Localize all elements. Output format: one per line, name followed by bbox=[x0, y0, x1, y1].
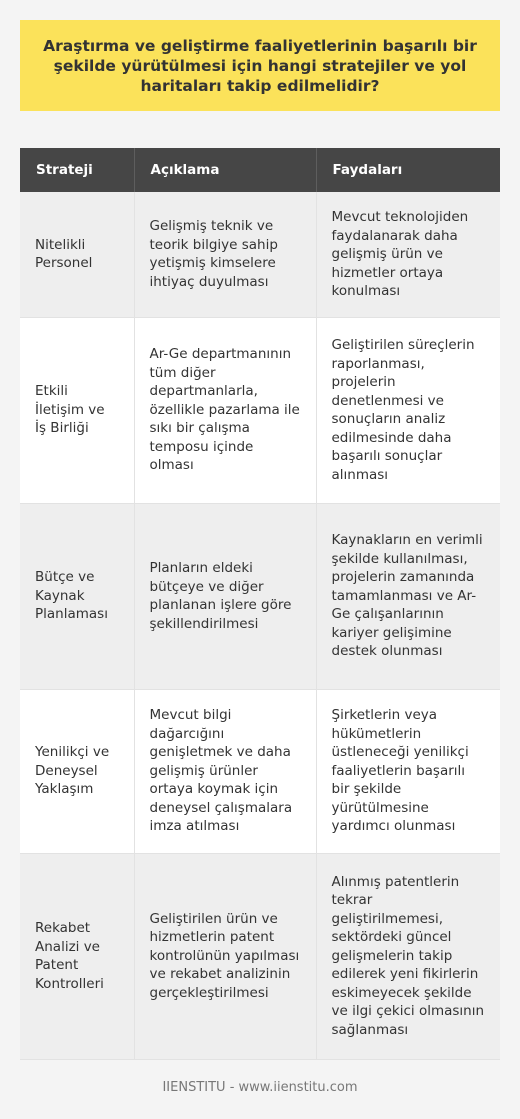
cell-benefits: Alınmış patentlerin tekrar geliştirilmemesi, sektördeki güncel gelişmelerin takip edilerek yeni fikirlerin eskimeyecek şekilde ve ilgi çekici olmasının sağlanması bbox=[316, 853, 500, 1059]
title-banner bbox=[20, 20, 500, 111]
cell-strategy: Yenilikçi ve Deneysel Yaklaşım bbox=[20, 689, 134, 853]
cell-benefits: Şirketlerin veya hükümetlerin üstleneceği yenilikçi faaliyetlerin başarılı bir şekilde yürütülmesine yardımcı olunması bbox=[316, 689, 500, 853]
cell-benefits: Geliştirilen süreçlerin raporlanması, projelerin denetlenmesi ve sonuçların analiz edilmesinde daha başarılı sonuçlar alınması bbox=[316, 317, 500, 503]
cell-benefits: Mevcut teknolojiden faydalanarak daha gelişmiş ürün ve hizmetler ortaya konulması bbox=[316, 192, 500, 317]
footer-credit: IIENSTITU - www.iienstitu.com bbox=[162, 1080, 358, 1095]
cell-strategy: Rekabet Analizi ve Patent Kontrolleri bbox=[20, 853, 134, 1059]
cell-description: Planların eldeki bütçeye ve diğer planlanan işlere göre şekillendirilmesi bbox=[134, 503, 316, 689]
cell-strategy: Nitelikli Personel bbox=[20, 192, 134, 317]
header-description: Açıklama bbox=[134, 148, 316, 192]
cell-strategy: Etkili İletişim ve İş Birliği bbox=[20, 317, 134, 503]
table-row bbox=[20, 317, 500, 503]
cell-description: Gelişmiş teknik ve teorik bilgiye sahip yetişmiş kimselere ihtiyaç duyulması bbox=[134, 192, 316, 317]
table-row bbox=[20, 192, 500, 317]
table-row bbox=[20, 503, 500, 689]
header-strategy: Strateji bbox=[20, 148, 134, 192]
cell-benefits: Kaynakların en verimli şekilde kullanılması, projelerin zamanında tamamlanması ve Ar-Ge çalışanlarının kariyer gelişimine destek olunması bbox=[316, 503, 500, 689]
cell-description: Geliştirilen ürün ve hizmetlerin patent kontrolünün yapılması ve rekabet analizinin gerçekleştirilmesi bbox=[134, 853, 316, 1059]
header-benefits: Faydaları bbox=[316, 148, 500, 192]
table-row bbox=[20, 689, 500, 853]
cell-strategy: Bütçe ve Kaynak Planlaması bbox=[20, 503, 134, 689]
table-row bbox=[20, 853, 500, 1059]
table-header-row bbox=[20, 148, 500, 192]
cell-description: Mevcut bilgi dağarcığını genişletmek ve daha gelişmiş ürünler ortaya koymak için deneysel çalışmalara imza atılması bbox=[134, 689, 316, 853]
cell-description: Ar-Ge departmanının tüm diğer departmanlarla, özellikle pazarlama ile sıkı bir çalışma temposu içinde olması bbox=[134, 317, 316, 503]
page-title: Araştırma ve geliştirme faaliyetlerinin başarılı bir şekilde yürütülmesi için hangi stratejiler ve yol haritaları takip edilmelidir? bbox=[43, 36, 477, 95]
strategy-table bbox=[20, 148, 500, 1060]
